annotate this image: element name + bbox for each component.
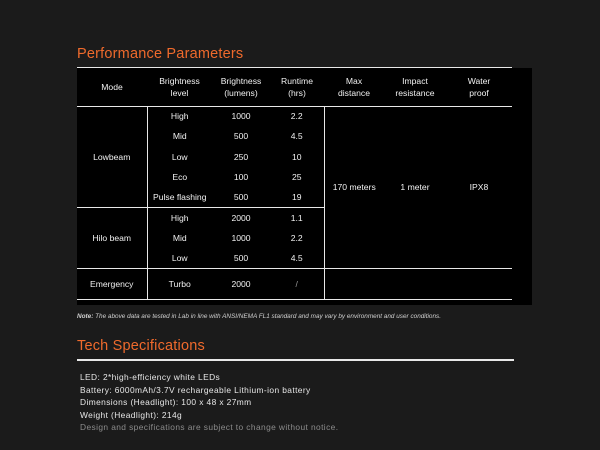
level-cell: Mid — [172, 131, 187, 142]
mode-lowbeam: Lowbeam — [77, 106, 147, 207]
tech-specifications-title: Tech Specifications — [77, 338, 205, 354]
spec-dimensions: Dimensions (Headlight): 100 x 48 x 27mm — [80, 397, 252, 408]
test-note — [77, 313, 557, 320]
table-header-row — [77, 68, 512, 106]
mode-emergency: Emergency — [77, 268, 147, 300]
spec-battery: Battery: 6000mAh/3.7V rechargeable Lithium-ion battery — [80, 384, 311, 395]
header-brightness-lumens: Brightness (lumens) — [212, 68, 270, 106]
runtime-cell: 10 — [291, 151, 302, 162]
waterproof-value: IPX8 — [446, 106, 512, 268]
runtime-cell: 25 — [291, 171, 302, 182]
lumens-cell: 250 — [233, 151, 249, 162]
level-cell: High — [170, 111, 189, 122]
note-label: Note: — [77, 313, 94, 320]
level-cell: High — [170, 212, 189, 223]
runtime-cell: 4.5 — [270, 248, 324, 268]
header-impact-resistance: Impact resistance — [384, 68, 446, 106]
table-row — [77, 106, 512, 126]
level-cell: Mid — [172, 232, 187, 243]
header-mode: Mode — [77, 68, 147, 106]
performance-table — [77, 68, 512, 300]
header-waterproof: Water proof — [446, 68, 512, 106]
level-cell: Pulse flashing — [147, 187, 212, 207]
empty-cell — [324, 268, 384, 300]
lumens-cell: 1000 — [231, 111, 251, 122]
runtime-cell: 2.2 — [290, 111, 303, 122]
runtime-cell: 4.5 — [290, 131, 303, 142]
level-cell: Eco — [172, 171, 188, 182]
lumens-cell: 2000 — [212, 268, 270, 300]
header-max-distance: Max distance — [324, 68, 384, 106]
performance-table-panel — [77, 68, 532, 305]
tech-divider — [77, 359, 514, 361]
runtime-cell: 19 — [270, 187, 324, 207]
lumens-cell: 500 — [212, 248, 270, 268]
spec-led: LED: 2*high-efficiency white LEDs — [80, 372, 221, 382]
impact-resistance-value: 1 meter — [384, 106, 446, 268]
spec-disclaimer: Design and specifications are subject to change without notice. — [80, 422, 339, 433]
lumens-cell: 1000 — [231, 232, 251, 243]
lumens-cell: 500 — [212, 187, 270, 207]
note-text: The above data are tested in Lab in line with ANSI/NEMA FL1 standard and may vary by environment and user conditions. — [93, 313, 441, 320]
empty-cell — [384, 268, 446, 300]
table-row — [77, 268, 512, 300]
lumens-cell: 500 — [233, 131, 249, 142]
runtime-cell: 1.1 — [290, 212, 303, 223]
spec-weight: Weight (Headlight): 214g — [80, 409, 183, 420]
runtime-cell: 2.2 — [290, 232, 303, 243]
performance-parameters-title: Performance Parameters — [77, 46, 244, 62]
header-runtime: Runtime (hrs) — [270, 68, 324, 106]
header-brightness-level: Brightness level — [147, 68, 212, 106]
level-cell: Low — [147, 248, 212, 268]
lumens-cell: 100 — [233, 171, 249, 182]
mode-hilo-beam: Hilo beam — [77, 207, 147, 268]
max-distance-value: 170 meters — [324, 106, 384, 268]
level-cell: Turbo — [147, 268, 212, 300]
level-cell: Low — [171, 151, 188, 162]
runtime-cell: / — [270, 268, 324, 300]
empty-cell — [446, 268, 512, 300]
lumens-cell: 2000 — [231, 212, 251, 223]
tech-spec-list — [80, 371, 338, 434]
